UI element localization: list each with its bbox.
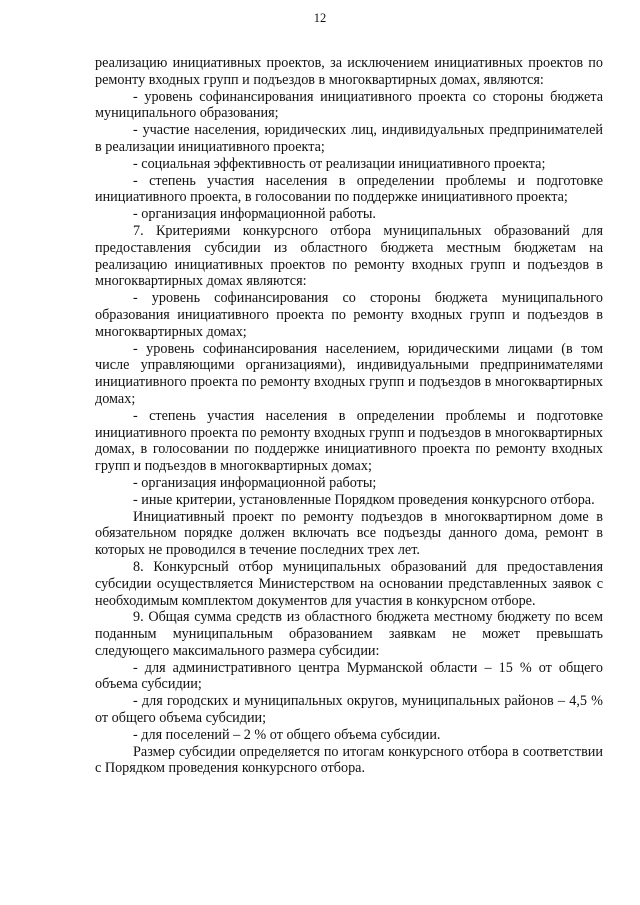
list-item-social-efficiency: - социальная эффективность от реализации инициативного проекта; <box>133 155 546 172</box>
paragraph-subsidy-size: Размер субсидии определяется по итогам конкурсного отбора в соответствии с Порядком проведения конкурсного отбора. <box>95 743 603 777</box>
list-item-settlements: - для поселений – 2 % от общего объема субсидии. <box>133 726 441 743</box>
list-item-cofinancing-budget: - уровень софинансирования со стороны бюджета муниципального образования инициативного проекта по ремонту входных групп и подъездов в многоквартирных домах; <box>95 290 603 340</box>
list-item-information-work: - организация информационной работы. <box>133 206 376 223</box>
list-item-other-criteria: - иные критерии, установленные Порядком проведения конкурсного отбора. <box>133 491 595 508</box>
list-item-information-work-2: - организация информационной работы; <box>133 474 377 491</box>
list-item-admin-center: - для административного центра Мурманской области – 15 % от общего объема субсидии; <box>95 659 603 693</box>
paragraph-item-9: 9. Общая сумма средств из областного бюджета местному бюджету по всем поданным муниципальным образованием заявкам не может превышать следующего максимального размера субсидии: <box>95 609 603 659</box>
list-item-population-involvement-repair: - степень участия населения в определении проблемы и подготовке инициативного проекта по ремонту входных групп и подъездов в многоквартирных домах, в голосовании по поддержке инициативного проекта по ремонту входных групп и подъездов в многоквартирных домах; <box>95 407 603 475</box>
list-item-participation: - участие населения, юридических лиц, индивидуальных предпринимателей в реализации инициативного проекта; <box>95 122 603 155</box>
list-item-cofinancing-municipal: - уровень софинансирования инициативного проекта со стороны бюджета муниципального образования; <box>95 88 603 122</box>
paragraph-item-7: 7. Критериями конкурсного отбора муниципальных образований для предоставления субсидии из областного бюджета местным бюджетам на реализацию инициативных проектов по ремонту входных групп и подъездов в многоквартирных домах являются: <box>95 222 603 290</box>
document-body <box>95 55 603 777</box>
list-item-population-involvement: - степень участия населения в определении проблемы и подготовке инициативного проекта, в голосовании по поддержке инициативного проекта; <box>95 172 603 206</box>
list-item-cofinancing-population: - уровень софинансирования населением, юридическими лицами (в том числе управляющими организациями), индивидуальными предпринимателями инициативного проекта по ремонту входных групп и подъездов в многоквартирных домах; <box>95 340 603 407</box>
paragraph-entrances-requirement: Инициативный проект по ремонту подъездов в многоквартирном доме в обязательном порядке должен включать все подъезды данного дома, ремонт в которых не проводился в течение последних трех лет. <box>95 508 603 559</box>
page-number: 12 <box>313 11 327 25</box>
paragraph-item-8: 8. Конкурсный отбор муниципальных образований для предоставления субсидии осуществляется Министерством на основании представленных заявок с необходимым комплектом документов для участия в конкурсном отборе. <box>95 558 603 609</box>
paragraph-continuation: реализацию инициативных проектов, за исключением инициативных проектов по ремонту входных групп и подъездов в многоквартирных домах, являются: <box>95 55 603 88</box>
list-item-districts: - для городских и муниципальных округов, муниципальных районов – 4,5 % от общего объема субсидии; <box>95 693 603 727</box>
